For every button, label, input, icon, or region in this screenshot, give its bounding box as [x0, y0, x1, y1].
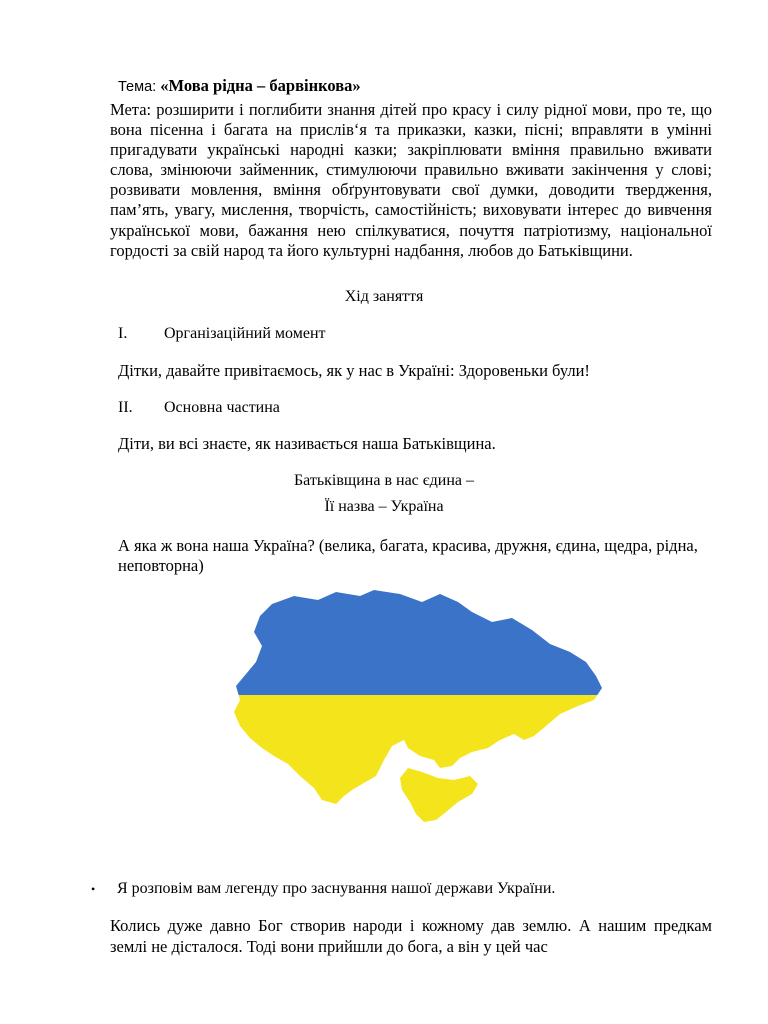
ukraine-flag-map — [232, 588, 606, 825]
greeting-text: Дітки, давайте привітаємось, як у нас в Україні: Здоровеньки були! — [118, 361, 590, 380]
flag-blue-stripe — [232, 588, 606, 695]
bullet-text: Я розповім вам легенду про заснування нашої держави України. — [117, 880, 556, 897]
section-2-title: Основна частина — [164, 399, 280, 416]
section-1-number: I. — [118, 325, 128, 342]
legend-intro-bullet — [91, 880, 555, 898]
section-2-number: II. — [118, 399, 133, 416]
course-heading: Хід заняття — [344, 288, 424, 305]
topic-line — [118, 76, 361, 96]
flag-yellow-stripe — [232, 695, 606, 825]
legend-paragraph: Колись дуже давно Бог створив народи і кожному дав землю. А нашим предкам землі не дісталося. Тоді вони прийшли до бога, а він у цей час — [110, 916, 712, 956]
ukraine-question: А яка ж вона наша Україна? (велика, багата, красива, дружня, єдина, щедра, рідна, неповторна) — [118, 536, 698, 575]
poem-line-1: Батьківщина в нас єдина – — [293, 472, 475, 489]
homeland-question: Діти, ви всі знаєте, як називається наша Батьківщина. — [118, 434, 496, 453]
poem-line-2: Її назва – Україна — [324, 498, 444, 515]
topic-label: Тема: — [118, 79, 157, 95]
topic-title: «Мова рідна – барвінкова» — [160, 76, 361, 95]
section-1-title: Організаційний момент — [164, 325, 326, 342]
bullet-marker: • — [91, 882, 96, 896]
goal-paragraph: Мета: розширити і поглибити знання дітей про красу і силу рідної мови, про те, що вона пісенна і багата на прислів‘я та приказки, казки, пісні; вправляти в умінні пригадувати українські народні казки; закріплювати вміння правильно вживати слова, змінюючи займенник, стимулюючи правильно вживати закінчення у слові; розвивати мовлення, вміння обґрунтовувати свої думки, доводити твердження, пам’ять, увагу, мислення, творчість, самостійність; виховувати інтерес до вивчення української мови, бажання нею спілкуватися, почуття патріотизму, національної гордості за свій народ та його культурні надбання, любов до Батьківщини. — [110, 100, 712, 260]
